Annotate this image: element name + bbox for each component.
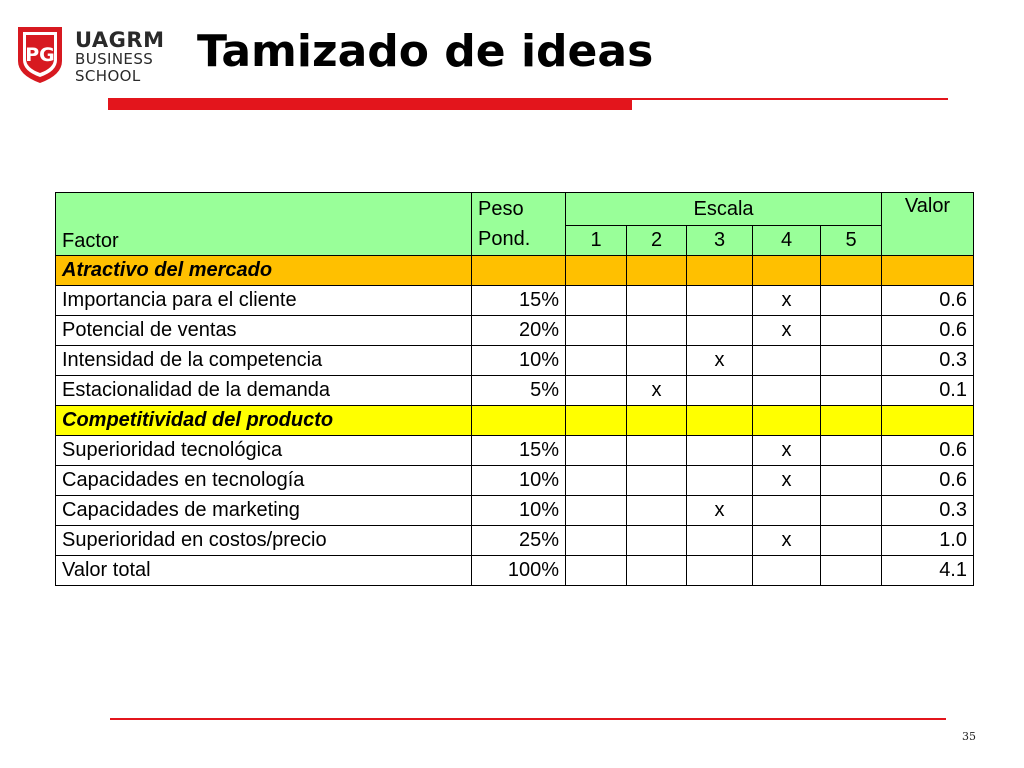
scale-mark-cell [687,376,753,406]
scale-mark-cell: x [687,496,753,526]
logo-line-2: BUSINESS [75,50,154,68]
table-row [56,286,974,316]
table-row [56,466,974,496]
header-peso [472,193,566,256]
scale-mark-cell [821,346,882,376]
scale-mark-cell [821,526,882,556]
factor-cell: Importancia para el cliente [56,286,472,316]
peso-cell: 20% [472,316,566,346]
scale-mark-cell [566,466,627,496]
table-row [56,526,974,556]
scale-mark-cell [753,376,821,406]
table-row [56,346,974,376]
section-empty-cell [472,256,566,286]
section-empty-cell [753,256,821,286]
scale-mark-cell [821,316,882,346]
scale-mark-cell [753,346,821,376]
valor-cell: 0.6 [882,316,974,346]
table-row [56,496,974,526]
logo-line-1: UAGRM [75,28,165,52]
factor-cell: Superioridad tecnológica [56,436,472,466]
emblem-text: PG [25,44,55,66]
table-row [56,316,974,346]
factor-cell: Estacionalidad de la demanda [56,376,472,406]
header-peso-line-2: Pond. [478,228,531,250]
scale-mark-cell [687,436,753,466]
scale-mark-cell [627,436,687,466]
valor-cell: 0.3 [882,346,974,376]
table-row [56,376,974,406]
scale-mark-cell [566,316,627,346]
logo-line-3: SCHOOL [75,67,141,85]
scale-mark-cell: x [753,436,821,466]
factor-cell: Valor total [56,556,472,586]
scale-mark-cell [627,496,687,526]
scale-mark-cell: x [687,346,753,376]
section-empty-cell [821,256,882,286]
shield-emblem-icon [16,25,64,85]
header-row-1 [56,193,974,226]
valor-cell: 0.3 [882,496,974,526]
scale-mark-cell [821,436,882,466]
scale-mark-cell [687,466,753,496]
peso-cell: 10% [472,496,566,526]
valor-cell: 0.6 [882,466,974,496]
table-row [56,556,974,586]
peso-cell: 5% [472,376,566,406]
valor-cell: 1.0 [882,526,974,556]
title-underline-thin [632,98,948,100]
section-empty-cell [753,406,821,436]
table-row [56,436,974,466]
scale-mark-cell [566,436,627,466]
logo [16,25,176,87]
scale-mark-cell [627,556,687,586]
scale-1: 1 [566,226,627,256]
peso-cell: 15% [472,286,566,316]
peso-cell: 100% [472,556,566,586]
scale-mark-cell [753,556,821,586]
scale-mark-cell [566,526,627,556]
factor-cell: Superioridad en costos/precio [56,526,472,556]
scale-3: 3 [687,226,753,256]
header-escala: Escala [566,193,882,226]
factor-cell: Capacidades en tecnología [56,466,472,496]
peso-cell: 25% [472,526,566,556]
scale-mark-cell [821,496,882,526]
peso-cell: 10% [472,346,566,376]
page-number: 35 [962,730,976,743]
scale-mark-cell [627,466,687,496]
scale-mark-cell [566,496,627,526]
scale-mark-cell [753,496,821,526]
scale-mark-cell [566,346,627,376]
section-row [56,406,974,436]
scale-mark-cell [566,286,627,316]
screening-table [55,192,974,586]
scale-mark-cell [821,556,882,586]
section-label: Atractivo del mercado [56,256,472,286]
scale-mark-cell [687,286,753,316]
section-empty-cell [687,256,753,286]
section-empty-cell [882,256,974,286]
scale-mark-cell: x [753,316,821,346]
scale-mark-cell [566,376,627,406]
scale-mark-cell: x [753,466,821,496]
valor-cell: 4.1 [882,556,974,586]
factor-cell: Capacidades de marketing [56,496,472,526]
scale-5: 5 [821,226,882,256]
valor-cell: 0.6 [882,436,974,466]
section-row [56,256,974,286]
section-label: Competitividad del producto [56,406,472,436]
scale-mark-cell: x [627,376,687,406]
section-empty-cell [882,406,974,436]
scale-mark-cell: x [753,526,821,556]
scale-mark-cell [627,316,687,346]
peso-cell: 10% [472,466,566,496]
title-underline-thick [108,98,632,110]
section-empty-cell [472,406,566,436]
peso-cell: 15% [472,436,566,466]
scale-mark-cell [627,526,687,556]
footer-rule [110,718,946,720]
scale-mark-cell [566,556,627,586]
header-valor: Valor [882,193,974,256]
scale-mark-cell: x [753,286,821,316]
valor-cell: 0.6 [882,286,974,316]
section-empty-cell [566,406,627,436]
scale-mark-cell [627,346,687,376]
header-peso-line-1: Peso [478,198,524,220]
scale-mark-cell [687,526,753,556]
scale-mark-cell [821,466,882,496]
section-empty-cell [627,406,687,436]
section-empty-cell [821,406,882,436]
scale-mark-cell [687,556,753,586]
section-empty-cell [687,406,753,436]
scale-4: 4 [753,226,821,256]
scale-mark-cell [821,376,882,406]
page-title: Tamizado de ideas [197,26,654,77]
factor-cell: Intensidad de la competencia [56,346,472,376]
header-factor: Factor [56,193,472,256]
scale-mark-cell [627,286,687,316]
factor-cell: Potencial de ventas [56,316,472,346]
scale-mark-cell [687,316,753,346]
section-empty-cell [566,256,627,286]
scale-mark-cell [821,286,882,316]
section-empty-cell [627,256,687,286]
scale-2: 2 [627,226,687,256]
valor-cell: 0.1 [882,376,974,406]
